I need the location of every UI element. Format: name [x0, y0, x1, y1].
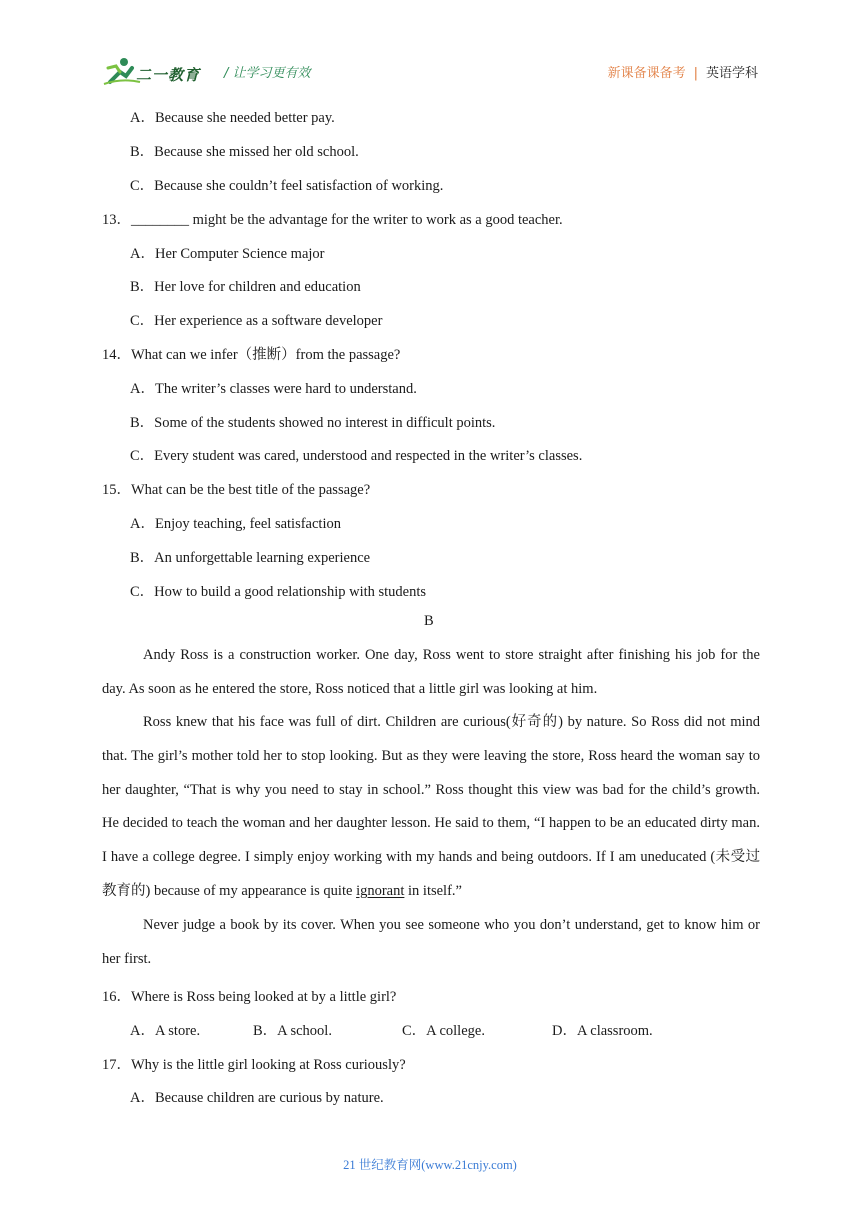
q15-option-a: A．Enjoy teaching, feel satisfaction: [130, 516, 341, 532]
q15-stem: 15．What can be the best title of the passage?: [102, 482, 371, 498]
q12-option-c: C．Because she couldn’t feel satisfaction of working.: [130, 178, 444, 194]
slogan: / 让学习更有效: [224, 66, 311, 81]
q15-option-b: B．An unforgettable learning experience: [130, 550, 371, 566]
q14-option-b: B．Some of the students showed no interest in difficult points.: [130, 415, 496, 431]
q14-stem: 14．What can we infer（推断）from the passage?: [102, 347, 401, 363]
q12-option-b: B．Because she missed her old school.: [130, 144, 359, 160]
q15-option-c: C．How to build a good relationship with students: [130, 584, 427, 600]
passage-paragraph-2: [102, 706, 760, 909]
q17-option-a: A．Because children are curious by nature.: [130, 1090, 384, 1106]
header-separator: |: [693, 66, 698, 81]
q16-option-c: C．A college.: [402, 1023, 485, 1039]
q14-option-a: A．The writer’s classes were hard to understand.: [130, 381, 417, 397]
passage-p2-text: Ross knew that his face was full of dirt. Children are curious(好奇的) by nature. So Ross did not mind that. The girl’s mother told her to stop looking. But as they were leaving the store, Ross heard the woman say to her daughter, “That is why you need to stay in school.” Ross thought this view was bad for the child’s growth. He decided to teach the woman and her daughter lesson. He said to them, “I happen to be an educated dirty man. I have a college degree. I simply enjoy working with my hands and being outdoors. If I am uneducated (未受过教育的) because of my appearance is quite: [102, 714, 760, 899]
header-right: [608, 62, 758, 81]
q16-stem: 16．Where is Ross being looked at by a little girl?: [102, 989, 397, 1005]
underlined-word: ignorant: [356, 882, 405, 899]
page-footer[interactable]: 21 世纪教育网(www.21cnjy.com): [343, 1158, 517, 1172]
q16-option-d: D．A classroom.: [552, 1023, 653, 1039]
passage-paragraph-1: [102, 639, 760, 707]
passage-p3-text: Never judge a book by its cover. When you see someone who you don’t understand, get to know him or her first.: [102, 917, 760, 967]
passage-p2-end: in itself.”: [404, 882, 462, 899]
page-header: [102, 56, 758, 92]
q16-option-b: B．A school.: [253, 1023, 332, 1039]
q13-stem: 13．________ might be the advantage for the writer to work as a good teacher.: [102, 212, 563, 228]
q13-option-c: C．Her experience as a software developer: [130, 313, 383, 329]
q13-option-a: A．Her Computer Science major: [130, 246, 325, 262]
q16-option-a: A．A store.: [130, 1023, 201, 1039]
header-tag-subject: 英语学科: [705, 66, 758, 81]
q17-stem: 17．Why is the little girl looking at Ross curiously?: [102, 1057, 406, 1073]
logo-text: 二一教育: [136, 66, 201, 84]
header-tag-course: 新课备课备考: [607, 66, 686, 81]
section-heading-b: B: [424, 613, 434, 629]
passage-p1-text: Andy Ross is a construction worker. One day, Ross went to store straight after finishing his job for the day. As soon as he entered the store, Ross noticed that a little girl was looking at him.: [102, 647, 760, 697]
q13-option-b: B．Her love for children and education: [130, 279, 361, 295]
passage-paragraph-3: [102, 909, 760, 977]
q12-option-a: A．Because she needed better pay.: [130, 110, 335, 126]
logo: [102, 56, 212, 88]
q14-option-c: C．Every student was cared, understood and respected in the writer’s classes.: [130, 448, 583, 464]
